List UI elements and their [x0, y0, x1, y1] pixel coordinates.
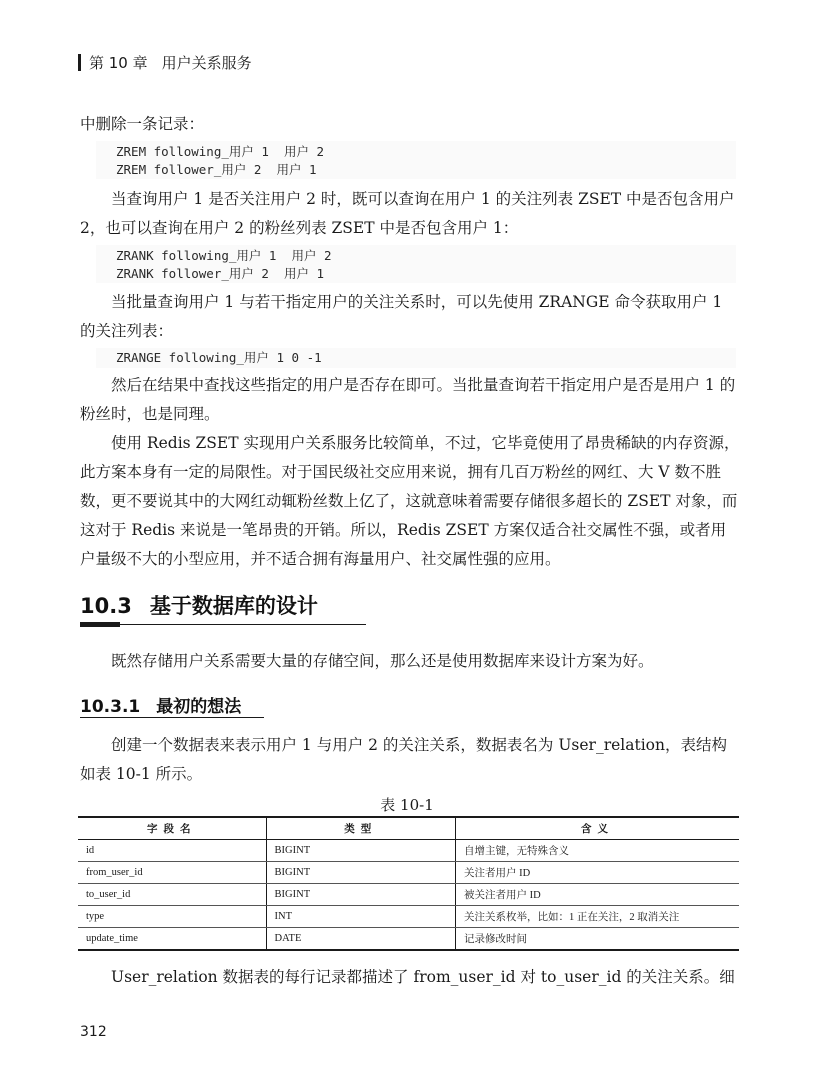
table-row	[78, 906, 739, 928]
running-header	[78, 52, 252, 73]
section-underline	[80, 624, 366, 625]
table-cell: from_user_id	[78, 862, 266, 884]
code-block-1	[116, 143, 324, 179]
code-line: ZRANK following_用户 1 用户 2	[116, 248, 332, 263]
table-cell: BIGINT	[266, 884, 455, 906]
paragraph-2: 当查询用户 1 是否关注用户 2 时，既可以查询在用户 1 的关注列表 ZSET 中是否包含用户 2，也可以查询在用户 2 的粉丝列表 ZSET 中是否包含用户 1：	[80, 190, 735, 237]
paragraph-8: User_relation 数据表的每行记录都描述了 from_user_id 对 to_user_id 的关注关系。细	[111, 968, 735, 986]
header-cell: 类型	[266, 817, 455, 840]
header-chapter: 第 10 章	[89, 54, 148, 72]
paragraph-1: 中删除一条记录：	[80, 115, 205, 133]
table-cell: to_user_id	[78, 884, 266, 906]
table-row	[78, 840, 739, 862]
header-cell: 字段名	[78, 817, 266, 840]
code-block-2	[116, 247, 332, 283]
table-row	[78, 884, 739, 906]
subsection-underline	[80, 717, 264, 718]
section-underline-accent	[80, 622, 120, 627]
code-line: ZREM follower_用户 2 用户 1	[116, 162, 317, 177]
subsection-heading	[80, 692, 241, 717]
table-row	[78, 862, 739, 884]
paragraph-3: 当批量查询用户 1 与若干指定用户的关注关系时，可以先使用 ZRANGE 命令获取用户 1 的关注列表：	[80, 293, 723, 340]
table-cell: type	[78, 906, 266, 928]
section-heading	[80, 590, 318, 620]
table-cell: id	[78, 840, 266, 862]
paragraph-5: 使用 Redis ZSET 实现用户关系服务比较简单，不过，它毕竟使用了昂贵稀缺的内存资源，此方案本身有一定的局限性。对于国民级社交应用来说，拥有几百万粉丝的网红、大 V 数不胜数，更不要说其中的大网红动辄粉丝数上亿了，这就意味着需要存储很多超长的 ZSET 对象，而这对于 Redis 来说是一笔昂贵的开销。所以，Redis ZSET 方案仅适合社交属性不强，或者用户量级不大的小型应用，并不适合拥有海量用户、社交属性强的应用。	[80, 434, 740, 568]
table-cell: 被关注者用户 ID	[455, 884, 739, 906]
code-line: ZRANGE following_用户 1 0 -1	[116, 350, 322, 365]
header-bar	[78, 54, 81, 71]
section-number: 10.3	[80, 594, 132, 618]
table-caption: 表 10-1	[380, 796, 434, 814]
section-title: 基于数据库的设计	[149, 594, 318, 618]
table-cell: 记录修改时间	[455, 928, 739, 951]
table-row	[78, 928, 739, 951]
table-cell: update_time	[78, 928, 266, 951]
paragraph-7: 创建一个数据表来表示用户 1 与用户 2 的关注关系，数据表名为 User_relation，表结构如表 10-1 所示。	[80, 736, 727, 783]
table-cell: DATE	[266, 928, 455, 951]
paragraph-4: 然后在结果中查找这些指定的用户是否存在即可。当批量查询若干指定用户是否是用户 1 的粉丝时，也是同理。	[80, 376, 736, 423]
subsection-title: 最初的想法	[156, 697, 242, 717]
code-block-3	[116, 349, 322, 367]
table-cell: 自增主键，无特殊含义	[455, 840, 739, 862]
table-cell: BIGINT	[266, 862, 455, 884]
subsection-number: 10.3.1	[80, 697, 141, 717]
table-cell: 关注者用户 ID	[455, 862, 739, 884]
header-cell: 含义	[455, 817, 739, 840]
schema-table	[78, 816, 739, 951]
table-header-row	[78, 817, 739, 840]
table-cell: BIGINT	[266, 840, 455, 862]
paragraph-6: 既然存储用户关系需要大量的存储空间，那么还是使用数据库来设计方案为好。	[111, 652, 654, 670]
page-number: 312	[80, 1024, 107, 1040]
code-line: ZRANK follower_用户 2 用户 1	[116, 266, 325, 281]
table-cell: 关注关系枚举，比如：1 正在关注，2 取消关注	[455, 906, 739, 928]
code-line: ZREM following_用户 1 用户 2	[116, 144, 325, 159]
header-title: 用户关系服务	[161, 54, 252, 72]
table-cell: INT	[266, 906, 455, 928]
